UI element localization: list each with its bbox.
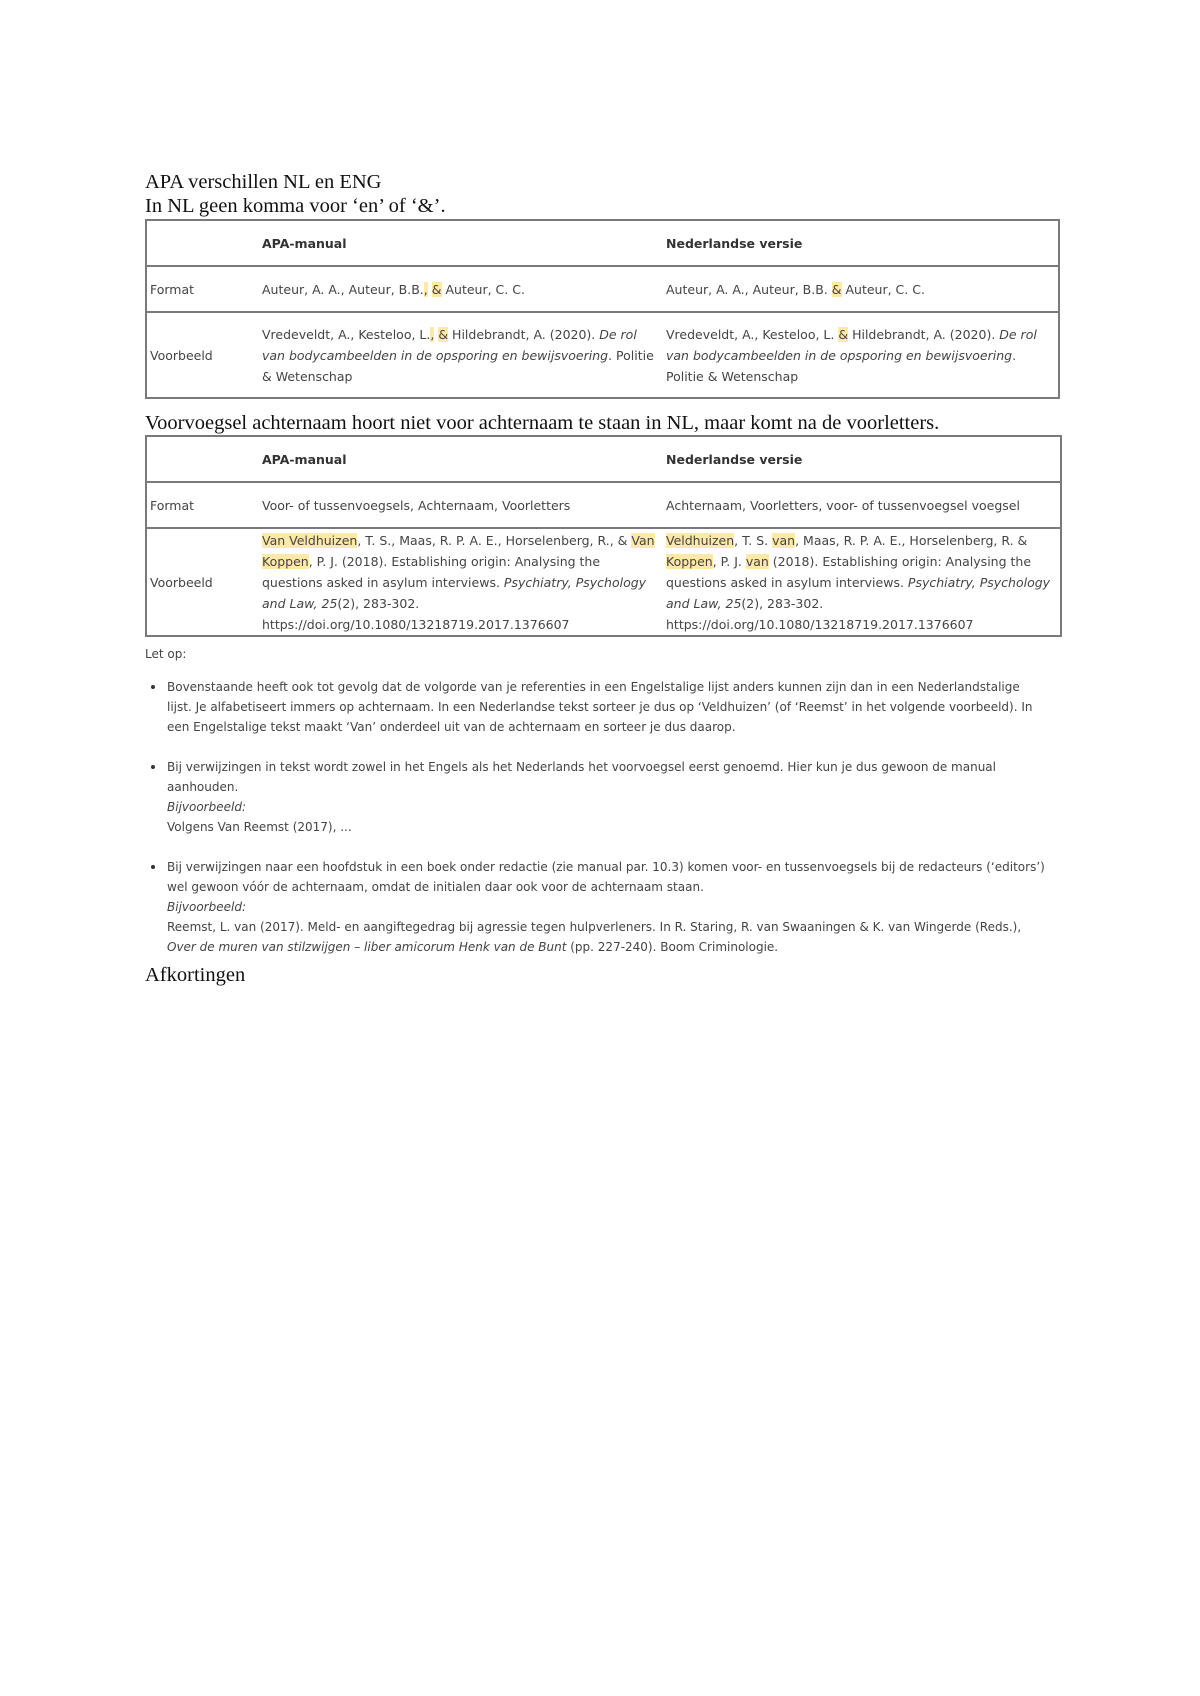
table-header-apa: APA-manual — [262, 451, 347, 467]
page-heading: APA verschillen NL en ENG — [145, 171, 382, 193]
comparison-table-comma — [145, 219, 1060, 399]
table-header-apa: APA-manual — [262, 235, 347, 251]
row-label-format: Format — [146, 266, 262, 312]
rule-comma: In NL geen komma voor ‘en’ of ‘&’. — [145, 195, 446, 217]
table-row-format — [146, 266, 1059, 312]
table-row-format — [146, 482, 1061, 528]
row-label-example: Voorbeeld — [146, 312, 262, 398]
table-row-example — [146, 528, 1061, 636]
comparison-table-prefix — [145, 435, 1062, 637]
example-text: Volgens Van Reemst (2017), ... — [167, 820, 352, 834]
table-header-empty — [146, 436, 262, 482]
table-header-row — [146, 436, 1061, 482]
rule-prefix: Voorvoegsel achternaam hoort niet voor achternaam te staan in NL, maar komt na de voorletters. — [145, 412, 940, 434]
section-heading-afkortingen: Afkortingen — [145, 964, 246, 986]
format-apa-cell: Voor- of tussenvoegsels, Achternaam, Voorletters — [262, 482, 666, 528]
notes-list — [145, 677, 1045, 957]
example-text: Reemst, L. van (2017). Meld- en aangiftegedrag bij agressie tegen hulpverleners. In R. Staring, R. van Swaaningen & K. van Wingerde (Reds.), Over de muren van stilzwijgen – liber amicorum Henk van de Bunt (pp. 227-240). Boom Criminologie. — [167, 920, 1022, 954]
table-header-nl: Nederlandse versie — [666, 451, 803, 467]
example-nl-cell: Veldhuizen, T. S. van, Maas, R. P. A. E., Horselenberg, R. & Koppen, P. J. van (2018). Establishing origin: Analysing the questions asked in asylum interviews. Psychiatry, Psychology and Law, 25(2), 283-302. https://doi.org/10.1080/13218719.2017.1376607 — [666, 528, 1061, 636]
example-label: Bijvoorbeeld: — [167, 900, 246, 914]
format-apa-cell: Auteur, A. A., Auteur, B.B., & Auteur, C. C. — [262, 266, 666, 312]
table-header-nl: Nederlandse versie — [666, 235, 803, 251]
notes-title: Let op: — [145, 647, 187, 661]
example-nl-cell: Vredeveldt, A., Kesteloo, L. & Hildebrandt, A. (2020). De rol van bodycambeelden in de opsporing en bewijsvoering. Politie & Wetenschap — [666, 312, 1059, 398]
table-header-row — [146, 220, 1059, 266]
format-nl-cell: Achternaam, Voorletters, voor- of tussenvoegsel voegsel — [666, 482, 1061, 528]
list-item: Bij verwijzingen in tekst wordt zowel in het Engels als het Nederlands het voorvoegsel eerst genoemd. Hier kun je dus gewoon de manual aanhouden. Bijvoorbeeld: Volgens Van Reemst (2017), ... — [145, 757, 1045, 837]
format-nl-cell: Auteur, A. A., Auteur, B.B. & Auteur, C. C. — [666, 266, 1059, 312]
table-row-example — [146, 312, 1059, 398]
notes-section — [145, 644, 1045, 957]
table-header-empty — [146, 220, 262, 266]
list-item: Bij verwijzingen naar een hoofdstuk in een boek onder redactie (zie manual par. 10.3) komen voor- en tussenvoegsels bij de redacteurs (‘editors’) wel gewoon vóór de achternaam, omdat de initialen daar ook voor de achternaam staan. Bijvoorbeeld: Reemst, L. van (2017). Meld- en aangiftegedrag bij agressie tegen hulpverleners. In R. Staring, R. van Swaaningen & K. van Wingerde (Reds.), Over de muren van stilzwijgen – liber amicorum Henk van de Bunt (pp. 227-240). Boom Criminologie. — [145, 857, 1045, 957]
example-label: Bijvoorbeeld: — [167, 800, 246, 814]
list-item: Bovenstaande heeft ook tot gevolg dat de volgorde van je referenties in een Engelstalige lijst anders kunnen zijn dan in een Nederlandstalige lijst. Je alfabetiseert immers op achternaam. In een Nederlandse tekst sorteer je dus op ‘Veldhuizen’ (of ‘Reemst’ in het volgende voorbeeld). In een Engelstalige tekst maakt ‘Van’ onderdeel uit van de achternaam en sorteer je dus daarop. — [145, 677, 1045, 737]
row-label-format: Format — [146, 482, 262, 528]
row-label-example: Voorbeeld — [146, 528, 262, 636]
example-apa-cell: Vredeveldt, A., Kesteloo, L., & Hildebrandt, A. (2020). De rol van bodycambeelden in de opsporing en bewijsvoering. Politie & Wetenschap — [262, 312, 666, 398]
example-apa-cell: Van Veldhuizen, T. S., Maas, R. P. A. E., Horselenberg, R., & Van Koppen, P. J. (2018). Establishing origin: Analysing the questions asked in asylum interviews. Psychiatry, Psychology and Law, 25(2), 283-302. https://doi.org/10.1080/13218719.2017.1376607 — [262, 528, 666, 636]
